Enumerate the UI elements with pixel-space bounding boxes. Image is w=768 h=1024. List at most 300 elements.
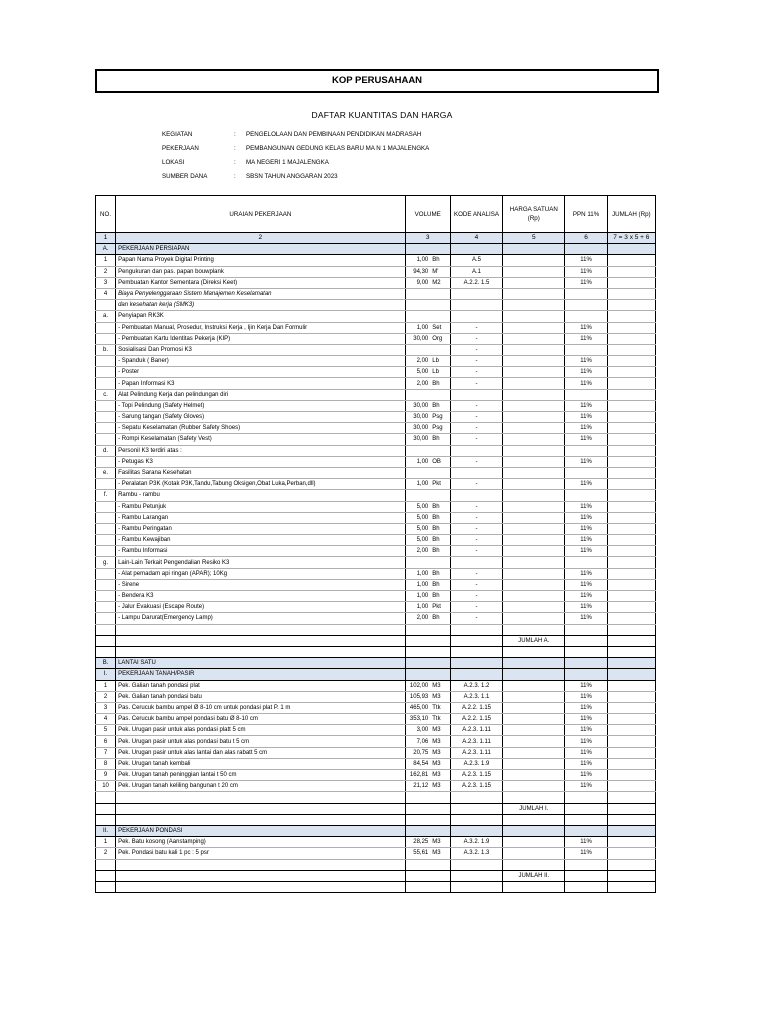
row-no — [96, 613, 116, 624]
row-uraian: PEKERJAAN PERSIAPAN — [116, 244, 406, 255]
row-volume-unit: Bh — [430, 523, 450, 534]
row-kode: - — [450, 378, 502, 389]
section-row — [96, 244, 656, 255]
row-ppn: 11% — [565, 613, 607, 624]
row-no: I. — [96, 669, 116, 680]
row-volume-unit: Bh — [430, 613, 450, 624]
row-harga — [503, 792, 565, 803]
row-ppn: 11% — [565, 579, 607, 590]
row-volume-qty: 84,54 — [405, 758, 430, 769]
row-no: c. — [96, 389, 116, 400]
row-harga — [503, 736, 565, 747]
row-harga — [503, 255, 565, 266]
row-kode: - — [450, 367, 502, 378]
row-no — [96, 803, 116, 814]
table-row — [96, 300, 656, 311]
row-volume-qty: 1,00 — [405, 602, 430, 613]
row-jumlah — [607, 803, 655, 814]
section-row — [96, 658, 656, 669]
row-no — [96, 378, 116, 389]
table-row — [96, 367, 656, 378]
row-harga — [503, 658, 565, 669]
row-jumlah — [607, 881, 655, 892]
row-no: 1 — [96, 837, 116, 848]
table-row — [96, 266, 656, 277]
row-volume-qty — [405, 658, 430, 669]
row-no: 1 — [96, 255, 116, 266]
row-volume-qty — [405, 557, 430, 568]
row-volume-qty: 5,00 — [405, 501, 430, 512]
row-volume-qty: 9,00 — [405, 277, 430, 288]
row-volume-qty — [405, 344, 430, 355]
col-header-uraian: URAIAN PEKERJAAN — [116, 196, 406, 233]
row-ppn: 11% — [565, 770, 607, 781]
row-volume-qty: 5,00 — [405, 523, 430, 534]
row-uraian: Alat Pelindung Kerja dan pelindungan diri — [116, 389, 406, 400]
row-uraian: Pek. Urugan pasir untuk alas pondasi platt 5 cm — [116, 725, 406, 736]
row-volume-qty: 1,00 — [405, 255, 430, 266]
table-row — [96, 691, 656, 702]
row-no: B. — [96, 658, 116, 669]
row-volume — [405, 881, 450, 892]
row-volume-qty — [405, 825, 430, 836]
row-kode — [450, 288, 502, 299]
row-ppn: 11% — [565, 456, 607, 467]
row-harga — [503, 714, 565, 725]
row-uraian: Personil K3 terdiri atas : — [116, 445, 406, 456]
table-header-row — [96, 196, 656, 233]
table-row — [96, 434, 656, 445]
table-row — [96, 758, 656, 769]
info-colon: : — [234, 159, 236, 166]
row-volume-unit: Bh — [430, 255, 450, 266]
row-jumlah — [607, 747, 655, 758]
row-harga — [503, 412, 565, 423]
row-harga — [503, 467, 565, 478]
row-jumlah — [607, 579, 655, 590]
row-jumlah — [607, 814, 655, 825]
table-row — [96, 423, 656, 434]
table-row — [96, 456, 656, 467]
row-volume-qty: 30,00 — [405, 434, 430, 445]
info-row-sumber-dana — [162, 173, 429, 187]
index-cell: 1 — [96, 233, 116, 244]
row-volume-qty: 1,00 — [405, 322, 430, 333]
row-no — [96, 300, 116, 311]
row-ppn — [565, 814, 607, 825]
row-harga — [503, 837, 565, 848]
row-volume-qty — [405, 311, 430, 322]
row-kode: - — [450, 456, 502, 467]
row-harga — [503, 333, 565, 344]
row-ppn: 11% — [565, 434, 607, 445]
row-volume-qty: 353,10 — [405, 714, 430, 725]
row-no: II. — [96, 825, 116, 836]
row-kode: A.2.3. 1.11 — [450, 736, 502, 747]
index-cell: 3 — [405, 233, 450, 244]
row-volume-unit — [430, 658, 450, 669]
row-jumlah — [607, 568, 655, 579]
spacer-row — [96, 624, 656, 635]
row-ppn — [565, 344, 607, 355]
subtotal-label: JUMLAH A. — [503, 635, 565, 646]
row-kode: - — [450, 579, 502, 590]
info-colon: : — [234, 173, 236, 180]
row-no — [96, 859, 116, 870]
row-no — [96, 456, 116, 467]
row-uraian: Pas. Cerucuk bambu ampel pondasi batu Ø 8-10 cm — [116, 714, 406, 725]
row-kode: - — [450, 412, 502, 423]
row-volume-qty: 1,00 — [405, 591, 430, 602]
row-kode — [450, 490, 502, 501]
table-row — [96, 591, 656, 602]
row-harga — [503, 579, 565, 590]
row-uraian: - Petugas K3 — [116, 456, 406, 467]
row-ppn — [565, 870, 607, 881]
row-volume-unit: Psg — [430, 423, 450, 434]
row-harga — [503, 356, 565, 367]
row-uraian: - Lampu Darurat(Emergency Lamp) — [116, 613, 406, 624]
row-kode — [450, 646, 502, 657]
row-uraian: Biaya Penyelenggaraan Sistem Manajemen Keselamatan — [116, 288, 406, 299]
row-kode — [450, 859, 502, 870]
row-volume-unit: M3 — [430, 848, 450, 859]
table-row — [96, 602, 656, 613]
row-ppn — [565, 624, 607, 635]
row-uraian: Pek. Urugan tanah kembali — [116, 758, 406, 769]
row-uraian: LANTAI SATU — [116, 658, 406, 669]
table-row — [96, 412, 656, 423]
row-uraian: - Spanduk ( Baner) — [116, 356, 406, 367]
row-volume-unit: M3 — [430, 758, 450, 769]
row-ppn — [565, 467, 607, 478]
row-uraian: - Pembuatan Manual, Prosedur, Instruksi Kerja , Ijin Kerja Dan Formulir — [116, 322, 406, 333]
row-volume-qty — [405, 669, 430, 680]
row-no: e. — [96, 467, 116, 478]
row-uraian: - Rambu Peringatan — [116, 523, 406, 534]
table-row — [96, 322, 656, 333]
row-ppn — [565, 490, 607, 501]
row-volume-qty — [405, 490, 430, 501]
row-uraian: - Peralatan P3K (Kotak P3K,Tandu,Tabung Oksigen,Obat Luka,Perban,dll) — [116, 479, 406, 490]
row-jumlah — [607, 266, 655, 277]
row-jumlah — [607, 591, 655, 602]
index-cell: 5 — [503, 233, 565, 244]
subtotal-row — [96, 635, 656, 646]
row-ppn — [565, 792, 607, 803]
row-ppn — [565, 803, 607, 814]
row-kode — [450, 658, 502, 669]
row-jumlah — [607, 613, 655, 624]
row-harga — [503, 535, 565, 546]
row-ppn: 11% — [565, 602, 607, 613]
row-kode — [450, 870, 502, 881]
row-volume-qty — [405, 300, 430, 311]
row-ppn: 11% — [565, 412, 607, 423]
row-kode: - — [450, 344, 502, 355]
row-volume-qty: 1,00 — [405, 568, 430, 579]
table-row — [96, 512, 656, 523]
row-volume-qty — [405, 445, 430, 456]
table-row — [96, 736, 656, 747]
row-volume-qty: 2,00 — [405, 613, 430, 624]
row-jumlah — [607, 244, 655, 255]
row-uraian: Penyiapan RK3K — [116, 311, 406, 322]
row-kode: A.2.2. 1.15 — [450, 714, 502, 725]
row-harga — [503, 747, 565, 758]
row-kode: - — [450, 512, 502, 523]
row-kode: - — [450, 333, 502, 344]
company-letterhead-box — [95, 69, 659, 93]
row-kode: - — [450, 546, 502, 557]
row-uraian: - Alat pemadam api ringan (APAR); 10Kg — [116, 568, 406, 579]
row-volume — [405, 624, 450, 635]
row-volume-unit: Bh — [430, 400, 450, 411]
row-uraian — [116, 792, 406, 803]
row-ppn: 11% — [565, 356, 607, 367]
row-harga — [503, 512, 565, 523]
table-row — [96, 288, 656, 299]
row-uraian: Pek. Batu kosong (Aanstamping) — [116, 837, 406, 848]
row-ppn: 11% — [565, 423, 607, 434]
row-ppn — [565, 288, 607, 299]
row-jumlah — [607, 445, 655, 456]
row-harga — [503, 881, 565, 892]
info-value: PENGELOLAAN DAN PEMBINAAN PENDIDIKAN MADRASAH — [246, 131, 422, 138]
row-harga — [503, 344, 565, 355]
row-jumlah — [607, 333, 655, 344]
row-uraian — [116, 624, 406, 635]
row-volume-qty: 7,06 — [405, 736, 430, 747]
column-index-row — [96, 233, 656, 244]
row-jumlah — [607, 758, 655, 769]
row-jumlah — [607, 479, 655, 490]
table-row — [96, 400, 656, 411]
row-no — [96, 646, 116, 657]
row-jumlah — [607, 646, 655, 657]
row-volume-unit: M3 — [430, 736, 450, 747]
row-volume-qty: 5,00 — [405, 512, 430, 523]
row-uraian: Pek. Galian tanah pondasi plat — [116, 680, 406, 691]
row-no: 7 — [96, 747, 116, 758]
row-ppn: 11% — [565, 512, 607, 523]
row-kode — [450, 669, 502, 680]
row-no — [96, 579, 116, 590]
table-row — [96, 277, 656, 288]
info-label: KEGIATAN — [162, 131, 193, 138]
row-harga — [503, 378, 565, 389]
row-volume-qty: 5,00 — [405, 535, 430, 546]
row-uraian: Sosialisasi Dan Promosi K3 — [116, 344, 406, 355]
row-volume-unit: M3 — [430, 781, 450, 792]
row-kode: - — [450, 322, 502, 333]
row-volume-qty: 105,93 — [405, 691, 430, 702]
row-volume-unit: Psg — [430, 412, 450, 423]
row-kode — [450, 825, 502, 836]
row-uraian: Pek. Urugan tanah keliling bangunan t 20 cm — [116, 781, 406, 792]
row-ppn: 11% — [565, 702, 607, 713]
row-jumlah — [607, 367, 655, 378]
row-ppn: 11% — [565, 848, 607, 859]
row-volume-qty: 20,75 — [405, 747, 430, 758]
row-kode — [450, 557, 502, 568]
info-value: MA NEGERI 1 MAJALENGKA — [246, 159, 329, 166]
row-no: 10 — [96, 781, 116, 792]
info-label: LOKASI — [162, 159, 185, 166]
index-cell: 2 — [116, 233, 406, 244]
table-row — [96, 479, 656, 490]
boq-table-body — [96, 244, 656, 893]
row-ppn — [565, 881, 607, 892]
row-volume-qty: 465,00 — [405, 702, 430, 713]
row-volume-unit — [430, 300, 450, 311]
row-jumlah — [607, 781, 655, 792]
subtotal-label: JUMLAH I. — [503, 803, 565, 814]
table-row — [96, 378, 656, 389]
row-volume-qty: 30,00 — [405, 423, 430, 434]
row-ppn: 11% — [565, 535, 607, 546]
row-jumlah — [607, 535, 655, 546]
table-row — [96, 467, 656, 478]
row-uraian: - Rambu Kewajiban — [116, 535, 406, 546]
row-harga — [503, 568, 565, 579]
row-kode: - — [450, 400, 502, 411]
info-value: SBSN TAHUN ANGGARAN 2023 — [246, 173, 338, 180]
table-row — [96, 714, 656, 725]
table-row — [96, 770, 656, 781]
row-kode: A.2.3. 1.15 — [450, 781, 502, 792]
row-no: 2 — [96, 691, 116, 702]
table-row — [96, 535, 656, 546]
row-no — [96, 792, 116, 803]
row-ppn — [565, 825, 607, 836]
row-harga — [503, 781, 565, 792]
row-no — [96, 322, 116, 333]
row-kode: A.2.3. 1.1 — [450, 691, 502, 702]
row-ppn — [565, 646, 607, 657]
row-kode — [450, 445, 502, 456]
spacer-row — [96, 814, 656, 825]
row-no — [96, 333, 116, 344]
row-uraian: - Rambu Larangan — [116, 512, 406, 523]
row-volume-unit — [430, 389, 450, 400]
row-kode: A.1 — [450, 266, 502, 277]
row-kode — [450, 467, 502, 478]
row-harga — [503, 546, 565, 557]
row-harga — [503, 367, 565, 378]
row-volume-unit: Lb — [430, 356, 450, 367]
row-no — [96, 568, 116, 579]
row-no — [96, 870, 116, 881]
row-jumlah — [607, 400, 655, 411]
row-volume-unit — [430, 311, 450, 322]
row-uraian — [116, 870, 406, 881]
row-kode — [450, 792, 502, 803]
row-jumlah — [607, 300, 655, 311]
subtotal-row — [96, 803, 656, 814]
row-jumlah — [607, 434, 655, 445]
row-harga — [503, 277, 565, 288]
col-header-harga: HARGA SATUAN (Rp) — [503, 196, 565, 233]
row-uraian — [116, 646, 406, 657]
row-harga — [503, 646, 565, 657]
row-ppn — [565, 445, 607, 456]
row-jumlah — [607, 770, 655, 781]
row-jumlah — [607, 523, 655, 534]
row-harga — [503, 501, 565, 512]
row-harga — [503, 669, 565, 680]
kop-title: KOP PERUSAHAAN — [331, 75, 423, 86]
row-uraian: - Sepatu Keselamatan (Rubber Safety Shoes) — [116, 423, 406, 434]
row-volume-unit: Ttk — [430, 702, 450, 713]
row-uraian: - Bendera K3 — [116, 591, 406, 602]
row-uraian: Pek. Urugan tanah peninggian lantai t 50 cm — [116, 770, 406, 781]
table-row — [96, 490, 656, 501]
row-harga — [503, 300, 565, 311]
row-ppn — [565, 658, 607, 669]
row-no: 4 — [96, 714, 116, 725]
row-volume-qty: 102,00 — [405, 680, 430, 691]
row-kode: - — [450, 479, 502, 490]
row-ppn — [565, 300, 607, 311]
row-uraian: Rambu - rambu — [116, 490, 406, 501]
row-volume-qty: 2,00 — [405, 546, 430, 557]
row-volume-qty: 3,00 — [405, 725, 430, 736]
row-harga — [503, 602, 565, 613]
row-ppn: 11% — [565, 591, 607, 602]
info-label: PEKERJAAN — [162, 145, 199, 152]
row-ppn — [565, 244, 607, 255]
row-volume-unit: M3 — [430, 837, 450, 848]
row-ppn: 11% — [565, 322, 607, 333]
row-no — [96, 512, 116, 523]
row-kode — [450, 814, 502, 825]
table-row — [96, 333, 656, 344]
row-jumlah — [607, 423, 655, 434]
row-kode: A.2.2. 1.15 — [450, 702, 502, 713]
row-kode: - — [450, 434, 502, 445]
row-jumlah — [607, 669, 655, 680]
table-row — [96, 837, 656, 848]
row-jumlah — [607, 288, 655, 299]
row-no — [96, 523, 116, 534]
row-no: 2 — [96, 848, 116, 859]
row-jumlah — [607, 848, 655, 859]
row-ppn — [565, 389, 607, 400]
row-jumlah — [607, 356, 655, 367]
row-kode: A.3.2. 1.3 — [450, 848, 502, 859]
col-header-no: NO. — [96, 196, 116, 233]
table-row — [96, 680, 656, 691]
row-kode — [450, 635, 502, 646]
row-no — [96, 479, 116, 490]
spacer-row — [96, 881, 656, 892]
row-ppn — [565, 311, 607, 322]
row-kode: - — [450, 602, 502, 613]
row-ppn: 11% — [565, 837, 607, 848]
row-volume-unit: Bh — [430, 512, 450, 523]
spacer-row — [96, 859, 656, 870]
row-no: b. — [96, 344, 116, 355]
table-row — [96, 781, 656, 792]
row-jumlah — [607, 467, 655, 478]
row-jumlah — [607, 557, 655, 568]
row-uraian — [116, 635, 406, 646]
row-ppn — [565, 557, 607, 568]
row-uraian: PEKERJAAN TANAH/PASIR — [116, 669, 406, 680]
row-kode: A.5 — [450, 255, 502, 266]
row-kode: - — [450, 535, 502, 546]
